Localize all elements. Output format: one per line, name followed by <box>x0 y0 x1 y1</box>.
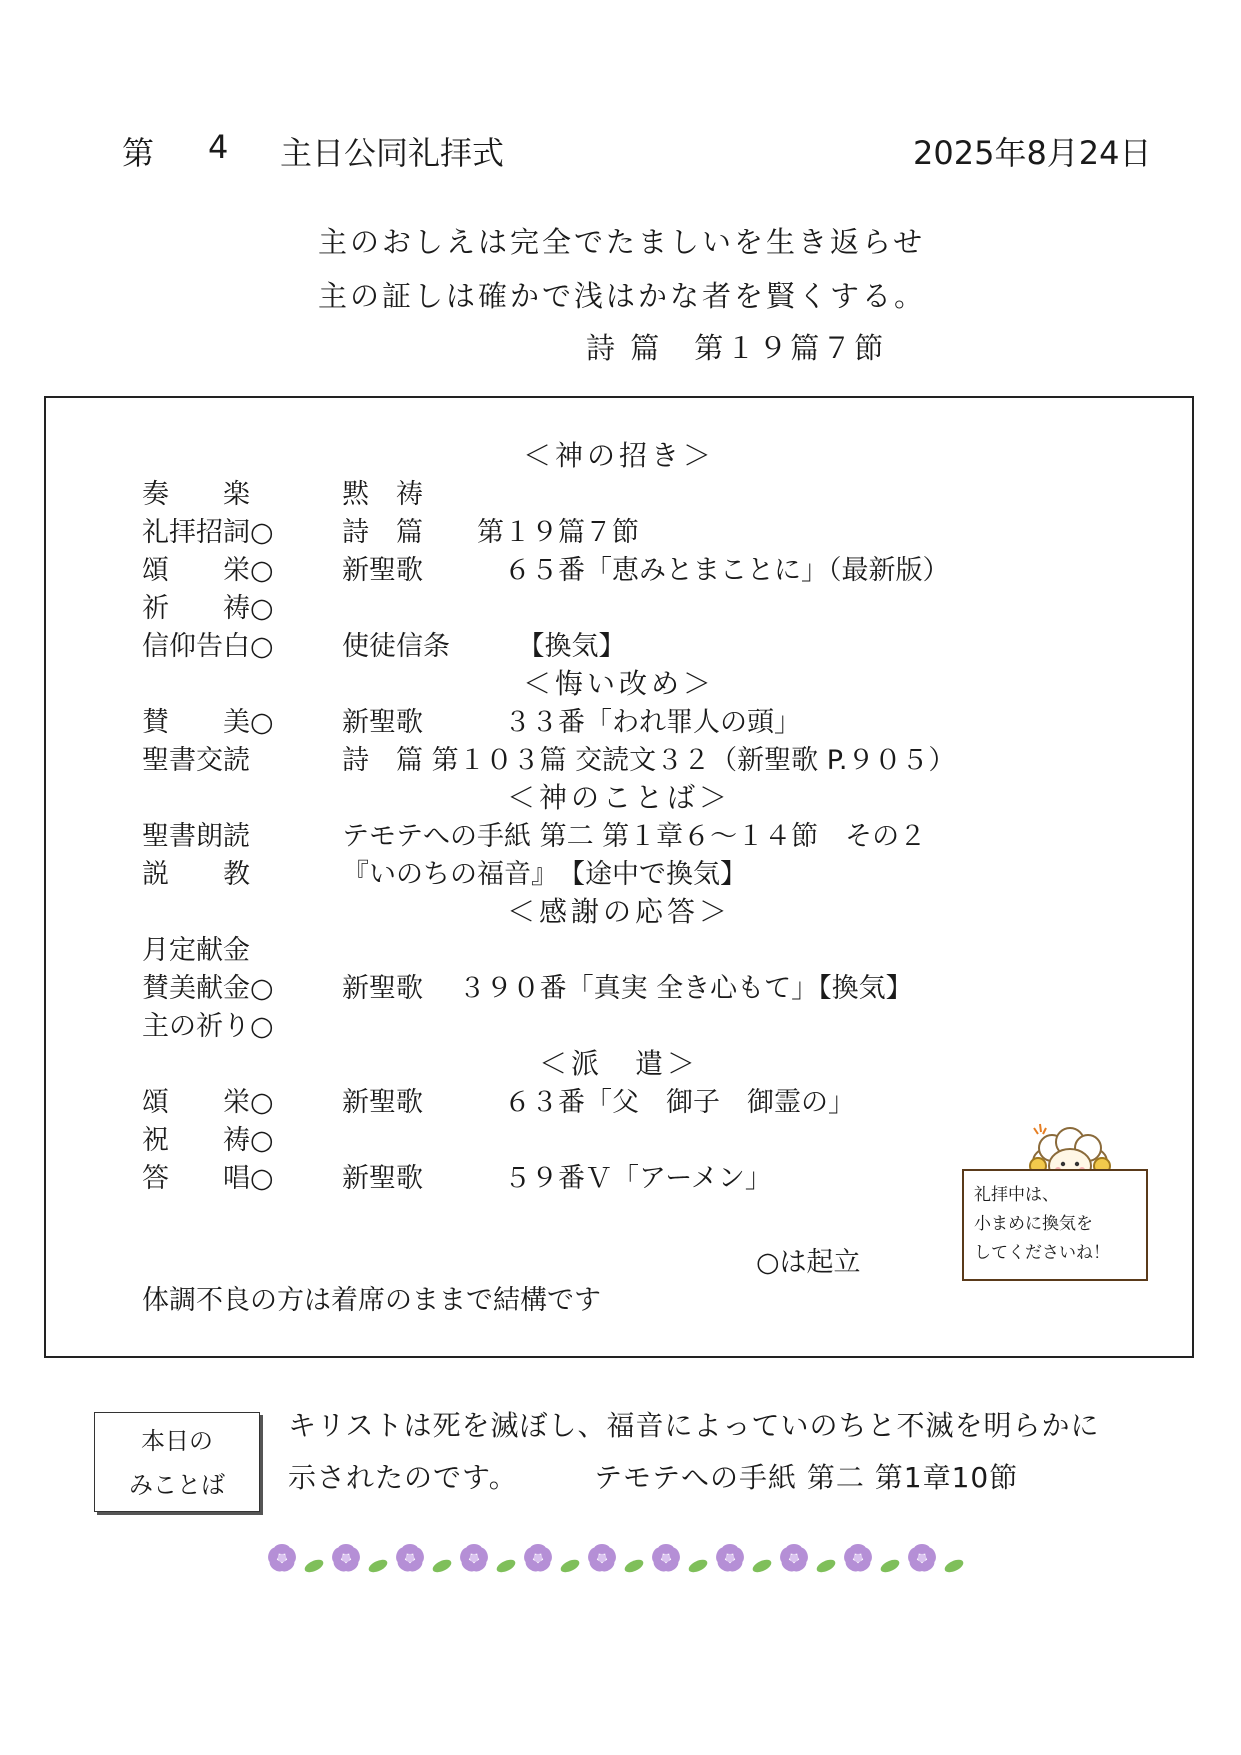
order-item-content: 新聖歌 ６５番「恵みとまことに」（最新版） <box>342 555 950 586</box>
leaf-icon <box>687 1557 709 1575</box>
order-item-content: テモテへの手紙 第二 第１章６～１４節 その２ <box>342 821 927 852</box>
todays-word-label-line-2: みことば <box>129 1471 225 1499</box>
flower-icon <box>714 1544 746 1574</box>
order-item-label: 奏 楽 <box>142 479 250 510</box>
flower-icon <box>330 1544 362 1574</box>
verse-reference: 詩 篇 第１９篇７節 <box>586 331 887 365</box>
sign-line-2: 小まめに換気を <box>974 1214 1093 1234</box>
order-item-label: 賛 美○ <box>142 707 274 738</box>
section-heading: ＜神の招き＞ <box>522 439 715 472</box>
todays-word-label <box>94 1412 260 1512</box>
todays-word-text-1: キリストは死を滅ぼし、福音によっていのちと不滅を明らかに <box>288 1409 1100 1442</box>
service-number: 4 <box>208 128 229 166</box>
order-item-content: 新聖歌 ３３番「われ罪人の頭」 <box>342 707 801 738</box>
order-item-content: 『いのちの福音』 【途中で換気】 <box>342 859 747 890</box>
order-item-content: 新聖歌 ３９０番「真実 全き心もて」【換気】 <box>342 973 913 1004</box>
flower-border-decoration <box>256 1532 986 1588</box>
section-heading: ＜感謝の応答＞ <box>506 895 731 928</box>
leaf-icon <box>431 1557 453 1575</box>
order-item-label: 頌 栄○ <box>142 555 274 586</box>
service-title: 主日公同礼拝式 <box>280 134 505 172</box>
sign-line-1: 礼拝中は、 <box>974 1185 1059 1205</box>
flower-icon <box>586 1544 618 1574</box>
leaf-icon <box>623 1557 645 1575</box>
order-item-content: 新聖歌 ６３番「父 御子 御霊の」 <box>342 1087 855 1118</box>
service-number-prefix: 第 <box>122 134 155 172</box>
order-item-label: 説 教 <box>142 859 250 890</box>
order-item-content: 詩 篇 第１９篇７節 <box>342 517 639 548</box>
section-heading: ＜神のことば＞ <box>506 781 731 814</box>
health-note: 体調不良の方は着席のままで結構です <box>142 1285 601 1316</box>
order-item-label: 頌 栄○ <box>142 1087 274 1118</box>
section-heading: ＜派 遣＞ <box>538 1047 699 1080</box>
order-item-label: 答 唱○ <box>142 1163 274 1194</box>
order-of-worship-box <box>44 396 1194 1358</box>
service-date: 2025年8月24日 <box>913 134 1152 172</box>
flower-icon <box>458 1544 490 1574</box>
standing-note: ○は起立 <box>756 1247 861 1278</box>
sign-line-3: してくださいね！ <box>974 1243 1110 1263</box>
order-item-content: 新聖歌 ５９番Ｖ「アーメン」 <box>342 1163 772 1194</box>
flower-icon <box>522 1544 554 1574</box>
leaf-icon <box>943 1557 965 1575</box>
order-item-label: 祝 祷○ <box>142 1125 274 1156</box>
order-item-label: 祈 祷○ <box>142 593 274 624</box>
leaf-icon <box>559 1557 581 1575</box>
mascot-sign <box>962 1122 1152 1322</box>
leaf-icon <box>751 1557 773 1575</box>
todays-word-text-2: 示されたのです。 <box>288 1461 518 1494</box>
verse-line-1: 主のおしえは完全でたましいを生き返らせ <box>318 225 926 259</box>
flower-icon <box>650 1544 682 1574</box>
order-item-label: 信仰告白○ <box>142 631 274 662</box>
flower-icon <box>842 1544 874 1574</box>
flower-icon <box>266 1544 298 1574</box>
leaf-icon <box>495 1557 517 1575</box>
flower-icon <box>394 1544 426 1574</box>
todays-word-reference: テモテへの手紙 第二 第1章10節 <box>594 1461 1019 1494</box>
flower-icon <box>778 1544 810 1574</box>
leaf-icon <box>879 1557 901 1575</box>
leaf-icon <box>367 1557 389 1575</box>
order-item-content: 詩 篇 第１０３篇 交読文３２（新聖歌 P.９０５） <box>342 745 956 776</box>
leaf-icon <box>815 1557 837 1575</box>
section-heading: ＜悔い改め＞ <box>522 667 715 700</box>
flower-icon <box>906 1544 938 1574</box>
order-item-content: 使徒信条 【換気】 <box>342 631 626 662</box>
verse-line-2: 主の証しは確かで浅はかな者を賢くする。 <box>318 279 927 313</box>
order-item-label: 聖書交読 <box>142 745 250 776</box>
order-item-label: 月定献金 <box>142 935 250 966</box>
ventilation-sign <box>962 1169 1148 1281</box>
order-item-content: 黙 祷 <box>342 479 423 510</box>
todays-word-label-line-1: 本日の <box>141 1427 213 1455</box>
order-item-label: 礼拝招詞○ <box>142 517 274 548</box>
order-item-label: 聖書朗読 <box>142 821 250 852</box>
leaf-icon <box>303 1557 325 1575</box>
order-item-label: 主の祈り○ <box>142 1011 274 1042</box>
order-item-label: 賛美献金○ <box>142 973 274 1004</box>
